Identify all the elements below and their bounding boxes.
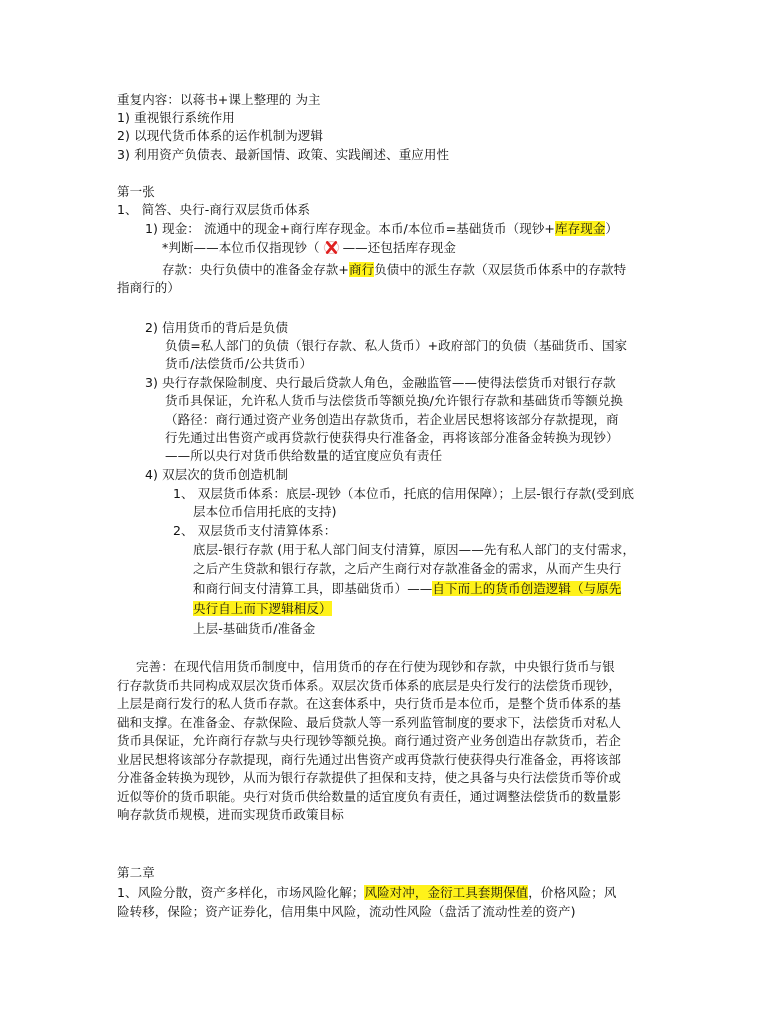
section-2-line-1: 1、风险分散，资产多样化，市场风险化解；风险对冲，金衍工具套期保值，价格风险；风 xyxy=(117,885,617,900)
judge-line: *判断——本位币仅指现钞（ ——还包括库存现金 xyxy=(162,240,456,255)
summary-line-6: 业居民想将该部分存款提现，商行先通过出售资产或再贷款行使获得央行准备金，再将该部 xyxy=(117,752,622,767)
highlight-top-down: 央行自上而下逻辑相反） xyxy=(193,601,332,616)
red-x-icon xyxy=(323,239,340,256)
point-4-sub-1: 1、 双层货币体系：底层-现钞（本位币，托底的信用保障）；上层-银行存款(受到底 xyxy=(173,486,635,501)
point-3-detail-4: ——所以央行对货币供给数量的适宜度应负有责任 xyxy=(165,448,443,463)
point-2-line: 2) 信用货币的背后是负债 xyxy=(145,320,289,335)
summary-line-9: 响存款货币规模，进而实现货币政策目标 xyxy=(117,807,344,822)
point-3-detail-2: （路径：商行通过资产业务创造出存款货币，若企业居民想将该部分存款提现，商 xyxy=(165,412,619,427)
summary-line-5: 货币具保证，允许商行存款与央行现钞等额兑换。商行通过资产业务创造出存款货币，若企 xyxy=(117,733,622,748)
intro-item-3: 3) 利用资产负债表、最新国情、政策、实践阐述、重应用性 xyxy=(117,147,450,162)
summary-line-2: 行存款货币共同构成双层次货币体系。双层次货币体系的底层是央行发行的法偿货币现钞， xyxy=(117,678,622,693)
highlight-hedging: 风险对冲，金衍工具套期保值 xyxy=(364,885,529,900)
point-4-sub-2-detail-4 xyxy=(193,600,332,618)
point-2-detail-1: 负债=私人部门的负债（银行存款、私人货币）+政府部门的负债（基础货币、国家 xyxy=(165,338,628,353)
point-1-line: 1) 现金： 流通中的现金+商行库存现金。本币/本位币=基础货币（现钞+库存现金） xyxy=(145,221,619,236)
section-2-title: 第二章 xyxy=(117,865,155,880)
intro-item-1: 1) 重视银行系统作用 xyxy=(117,110,235,125)
point-4-sub-1-cont: 层本位币信用托底的支持) xyxy=(193,504,337,519)
point-2-detail-2: 货币/法偿货币/公共货币） xyxy=(165,356,313,371)
point-3-line: 3) 央行存款保险制度、央行最后贷款人角色，金融监管——使得法偿货币对银行存款 xyxy=(145,375,616,390)
deposit-line: 存款：央行负债中的准备金存款+商行负债中的派生存款（双层货币体系中的存款特 xyxy=(162,262,627,277)
point-4-sub-2: 2、 双层货币支付清算体系： xyxy=(173,523,337,538)
point-3-detail-3: 行先通过出售资产或再贷款行使获得央行准备金，再将该部分准备金转换为现钞） xyxy=(165,430,619,445)
highlight-commercial-bank: 商行 xyxy=(348,262,375,277)
intro-line: 重复内容：以蒋书+课上整理的 为主 xyxy=(117,92,321,107)
point-4-sub-2-detail-3: 和商行间支付清算工具，即基础货币）——自下而上的货币创造逻辑（与原先 xyxy=(193,581,622,596)
section-2-line-2: 险转移，保险；资产证券化，信用集中风险，流动性风险（盘活了流动性差的资产) xyxy=(117,904,576,919)
point-3-detail-1: 货币具保证，允许私人货币与法偿货币等额兑换/允许银行存款和基础货币等额兑换 xyxy=(165,393,623,408)
summary-line-3: 上层是商行发行的私人货币存款。在这套体系中，央行货币是本位币，是整个货币体系的基 xyxy=(117,696,622,711)
highlight-bottom-up: 自下而上的货币创造逻辑（与原先 xyxy=(432,581,622,596)
point-4-sub-2-detail-2: 之后产生贷款和银行存款，之后产生商行对存款准备金的需求，从而产生央行 xyxy=(193,561,622,576)
summary-line-4: 础和支撑。在准备金、存款保险、最后贷款人等一系列监管制度的要求下，法偿货币对私人 xyxy=(117,715,622,730)
point-4-sub-2-detail-5: 上层-基础货币/准备金 xyxy=(193,621,316,636)
point-4-sub-2-detail-1: 底层-银行存款 (用于私人部门间支付清算，原因——先有私人部门的支付需求， xyxy=(193,542,636,557)
question-1: 1、 简答、央行-商行双层货币体系 xyxy=(117,202,311,217)
highlight-cash: 库存现金 xyxy=(555,221,606,236)
summary-line-8: 近似等价的货币职能。央行对货币供给数量的适宜度负有责任，通过调整法偿货币的数量影 xyxy=(117,789,622,804)
section-1-title: 第一张 xyxy=(117,184,155,199)
summary-line-1: 完善：在现代信用货币制度中，信用货币的存在行使为现钞和存款，中央银行货币与银 xyxy=(136,659,615,674)
intro-item-2: 2) 以现代货币体系的运作机制为逻辑 xyxy=(117,128,324,143)
summary-line-7: 分准备金转换为现钞，从而为银行存款提供了担保和支持，使之具备与央行法偿货币等价或 xyxy=(117,770,622,785)
point-4-line: 4) 双层次的货币创造机制 xyxy=(145,467,289,482)
deposit-line-cont: 指商行的） xyxy=(117,280,181,295)
